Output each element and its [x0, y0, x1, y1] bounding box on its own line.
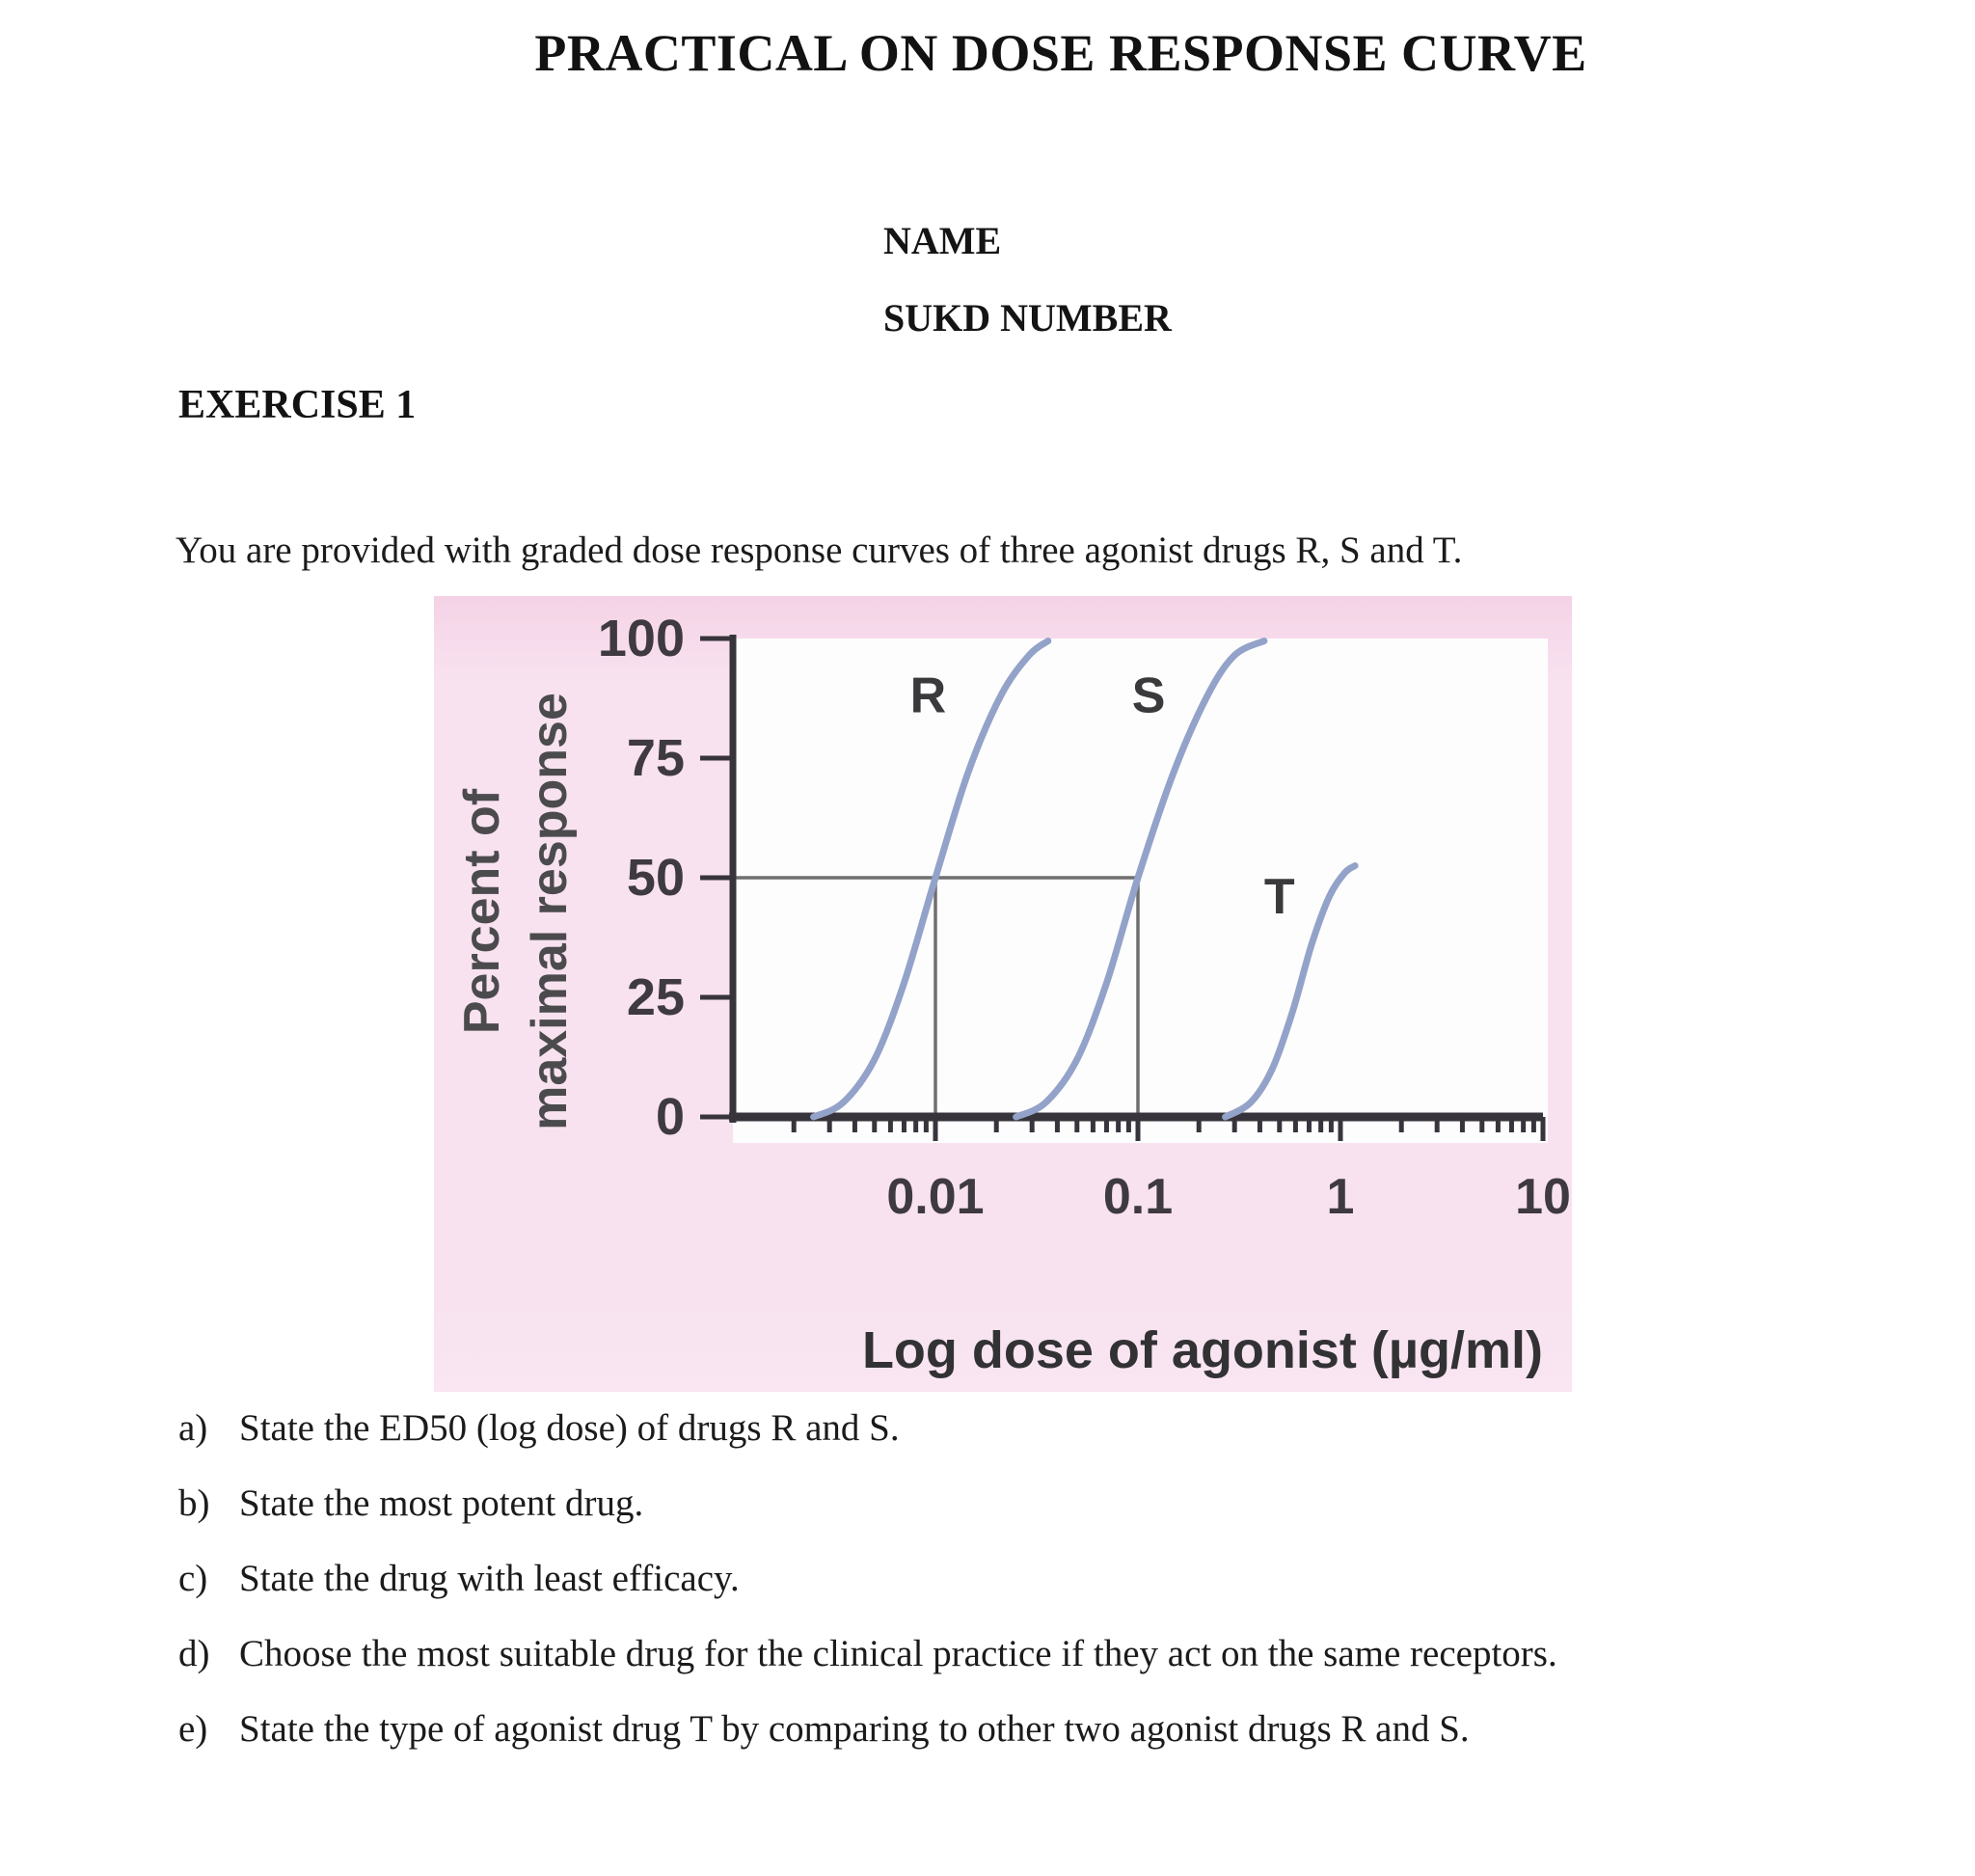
- y-axis-label-line2: maximal response: [522, 693, 579, 1130]
- question-e: [178, 1707, 1866, 1751]
- exercise-heading: EXERCISE 1: [178, 383, 417, 427]
- curve-label-T: T: [1263, 868, 1295, 925]
- question-c: [178, 1557, 1866, 1600]
- y-tick-label: 100: [597, 610, 685, 667]
- x-tick-label: 1: [1326, 1169, 1355, 1225]
- y-axis-label-line1: Percent of: [454, 788, 510, 1035]
- question-letter: e): [178, 1708, 208, 1750]
- question-letter: b): [178, 1482, 210, 1524]
- y-tick-label: 50: [626, 849, 685, 907]
- question-text: State the most potent drug.: [239, 1482, 644, 1524]
- question-letter: c): [178, 1558, 208, 1599]
- dose-response-plot: [434, 596, 1572, 1392]
- question-d: [178, 1632, 1866, 1675]
- question-a: [178, 1406, 1866, 1450]
- y-tick-label: 75: [626, 729, 685, 787]
- y-tick-label: 0: [655, 1088, 685, 1146]
- curve-label-S: S: [1131, 667, 1166, 724]
- question-text: State the ED50 (log dose) of drugs R and S.: [239, 1407, 900, 1449]
- name-label: NAME: [883, 219, 1002, 262]
- curve-label-R: R: [909, 667, 947, 724]
- question-letter: d): [178, 1633, 210, 1674]
- x-tick-label: 10: [1515, 1169, 1571, 1225]
- question-b: [178, 1482, 1866, 1525]
- question-text: State the type of agonist drug T by comparing to other two agonist drugs R and S.: [239, 1708, 1470, 1750]
- sukd-number-label: SUKD NUMBER: [883, 296, 1172, 340]
- question-text: State the drug with least efficacy.: [239, 1558, 740, 1599]
- x-axis-label: Log dose of agonist (µg/ml): [861, 1321, 1543, 1379]
- question-letter: a): [178, 1407, 208, 1449]
- page-title: PRACTICAL ON DOSE RESPONSE CURVE: [534, 24, 1587, 82]
- dose-response-figure: [434, 596, 1572, 1392]
- y-tick-label: 25: [626, 968, 685, 1026]
- x-tick-label: 0.01: [886, 1169, 985, 1225]
- intro-text: You are provided with graded dose response curves of three agonist drugs R, S and T.: [176, 530, 1463, 571]
- question-text: Choose the most suitable drug for the clinical practice if they act on the same receptors.: [239, 1633, 1557, 1674]
- x-tick-label: 0.1: [1102, 1169, 1174, 1225]
